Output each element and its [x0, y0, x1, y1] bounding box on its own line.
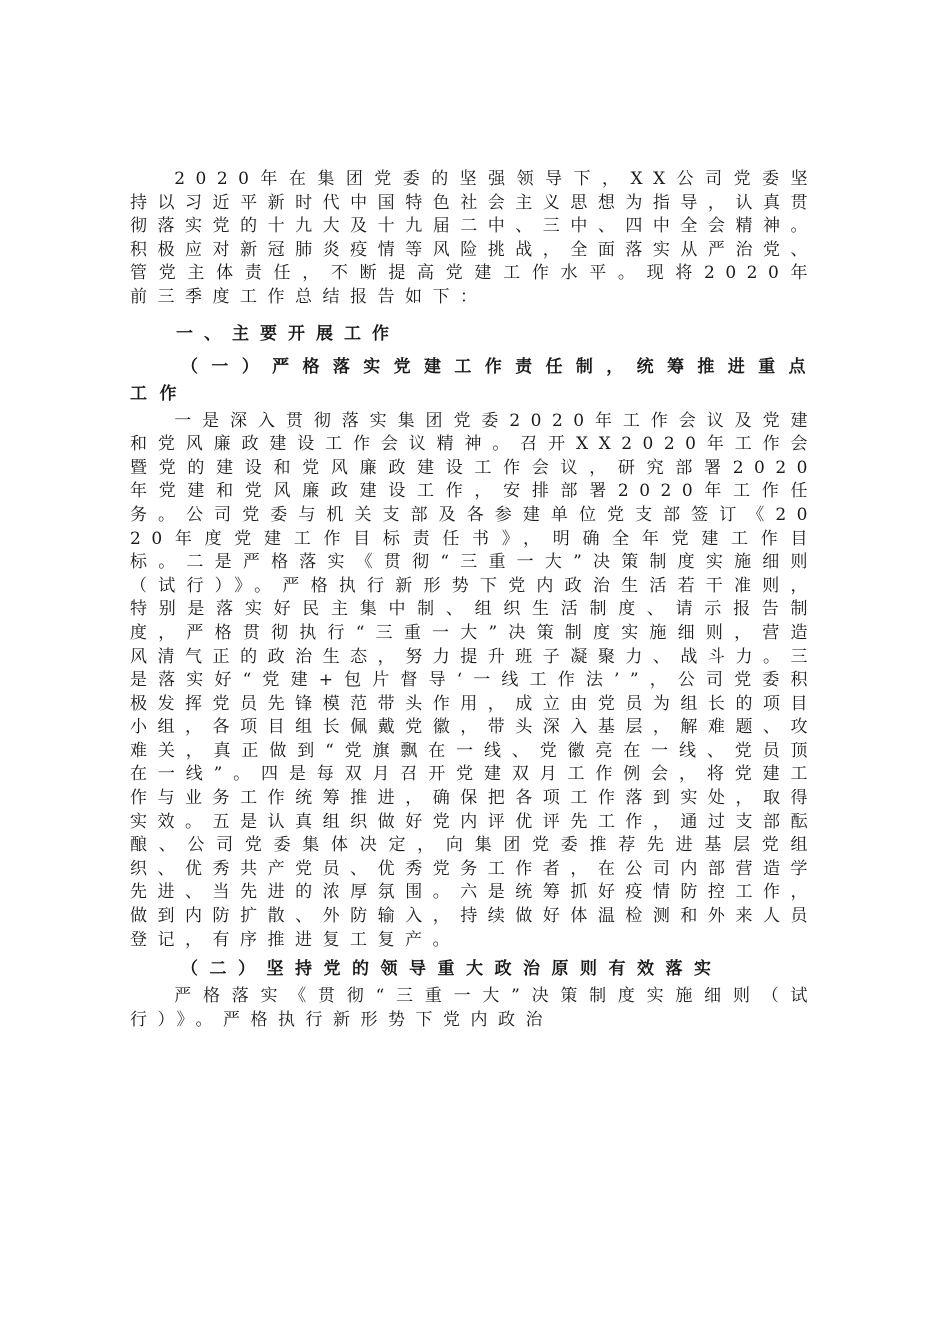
subsection-heading-2: （二）坚持党的领导重大政治原则有效落实	[181, 959, 723, 980]
subsection-2-paragraph: 严格落实《贯彻“三重一大”决策制度实施细则（试行）》。严格执行新形势下党内政治	[130, 986, 818, 1030]
subsection-1-paragraph: 一是深入贯彻落实集团党委2020年工作会议及党建和党风廉政建设工作会议精神。召开XX2020年工作会暨党的建设和党风廉政建设工作会议，研究部署2020年党建和党风廉政建设工作，安排部署2020年工作任务。公司党委与机关支部及各参建单位党支部签订《2020年度党建工作目标责任书》，明确全年党建工作目标。二是严格落实《贯彻“三重一大”决策制度实施细则（试行）》。严格执行新形势下党内政治生活若干准则，特别是落实好民主集中制、组织生活制度、请示报告制度，严格贯彻执行“三重一大”决策制度实施细则，营造风清气正的政治生态，努力提升班子凝聚力、战斗力。三是落实好“党建+包片督导‘一线工作法’”，公司党委积极发挥党员先锋模范带头作用，成立由党员为组长的项目小组，各项目组长佩戴党徽，带头深入基层，解难题、攻难关，真正做到“党旗飘在一线、党徽亮在一线、党员顶在一线”。四是每双月召开党建双月工作例会，将党建工作与业务工作统筹推进，确保把各项工作落到实处，取得实效。五是认真组织做好党内评优评先工作，通过支部酝酿、公司党委集体决定，向集团党委推荐先进基层党组织、优秀共产党员、优秀党务工作者，在公司内部营造学先进、当先进的浓厚氛围。六是统筹抓好疫情防控工作，做到内防扩散、外防输入，持续做好体温检测和外来人员登记，有序推进复工复产。	[130, 410, 818, 950]
document-body	[130, 168, 818, 1032]
intro-paragraph: 2020年在集团党委的坚强领导下，XX公司党委坚持以习近平新时代中国特色社会主义思想为指导，认真贯彻落实党的十九大及十九届二中、三中、四中全会精神。积极应对新冠肺炎疫情等风险挑战，全面落实从严治党、管党主体责任，不断提高党建工作水平。现将2020年前三季度工作总结报告如下：	[130, 169, 818, 307]
subsection-heading-1: （一）严格落实党建工作责任制，统筹推进重点工作	[130, 356, 818, 404]
section-heading-main-work: 一、主要开展工作	[176, 323, 400, 344]
